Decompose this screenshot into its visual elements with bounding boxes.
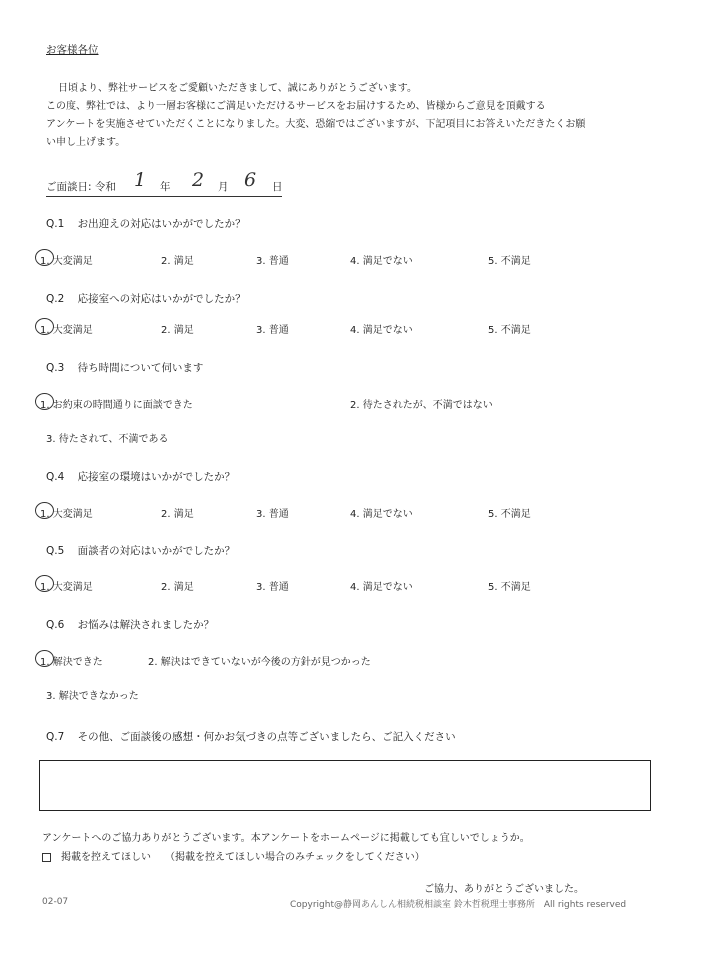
q5-question	[46, 543, 235, 558]
q6-option-3[interactable]: 3. 解決できなかった	[46, 691, 139, 702]
q4-option-5[interactable]: 5. 不満足	[488, 509, 531, 520]
q2-text: 応接室への対応はいかがでしたか？	[77, 293, 246, 305]
comment-textbox[interactable]	[39, 760, 651, 811]
thanks-message: ご協力、ありがとうございました。	[424, 884, 584, 895]
year-handwritten: 1	[134, 169, 147, 191]
q4-number: Q.4	[46, 471, 65, 483]
q4-text: 応接室の環境はいかがでしたか？	[77, 471, 236, 483]
q5-number: Q.5	[46, 545, 65, 557]
q7-question	[46, 729, 456, 744]
q1-option-2[interactable]: 2. 満足	[161, 256, 194, 267]
q4-question	[46, 469, 235, 484]
q2-number: Q.2	[46, 293, 65, 305]
q2-option-3[interactable]: 3. 普通	[256, 325, 289, 336]
selection-circle	[35, 650, 54, 667]
q2-option-1[interactable]: 1. 大変満足	[40, 321, 93, 336]
selection-circle	[35, 249, 54, 266]
q5-option-5[interactable]: 5. 不満足	[488, 582, 531, 593]
q1-option-4[interactable]: 4. 満足でない	[350, 256, 413, 267]
selection-circle	[35, 575, 54, 592]
q2-option-4[interactable]: 4. 満足でない	[350, 325, 413, 336]
q7-number: Q.7	[46, 731, 65, 743]
q3-text: 待ち時間について伺います	[77, 362, 204, 374]
intro-paragraph	[46, 80, 585, 152]
form-code: 02-07	[42, 897, 69, 907]
selection-circle	[35, 393, 54, 410]
publish-optout-label: 掲載を控えてほしい	[61, 852, 151, 863]
q1-question	[46, 216, 246, 231]
copyright-notice: Copyright@静岡あんしん相続税相談室 鈴木哲税理士事務所 All rights reserved	[290, 900, 627, 910]
q1-option-5[interactable]: 5. 不満足	[488, 256, 531, 267]
q5-text: 面談者の対応はいかがでしたか？	[77, 545, 236, 557]
greeting-heading: お客様各位	[46, 44, 99, 56]
year-unit: 年	[160, 181, 171, 193]
q2-option-2[interactable]: 2. 満足	[161, 325, 194, 336]
month-handwritten: 2	[192, 169, 205, 191]
q3-option-1[interactable]: 1. お約束の時間通りに面談できた	[40, 396, 193, 411]
day-unit: 日	[272, 181, 283, 193]
q3-number: Q.3	[46, 362, 65, 374]
intro-line: い申し上げます。	[46, 137, 126, 148]
publish-optout-note: （掲載を控えてほしい場合のみチェックをしてください）	[165, 852, 425, 863]
selection-circle	[35, 318, 54, 335]
q1-text: お出迎えの対応はいかがでしたか？	[77, 218, 246, 230]
q4-option-2[interactable]: 2. 満足	[161, 509, 194, 520]
q4-option-1[interactable]: 1. 大変満足	[40, 505, 93, 520]
q6-option-1[interactable]: 1. 解決できた	[40, 653, 103, 668]
q1-option-1[interactable]: 1. 大変満足	[40, 252, 93, 267]
q6-number: Q.6	[46, 619, 65, 631]
intro-line: 日頃より、弊社サービスをご愛顧いただきまして、誠にありがとうございます。	[58, 83, 417, 94]
q3-option-3[interactable]: 3. 待たされて、不満である	[46, 434, 169, 445]
month-unit: 月	[218, 181, 229, 193]
q6-option-2[interactable]: 2. 解決はできていないが今後の方針が見つかった	[148, 657, 371, 668]
q7-text: その他、ご面談後の感想・何かお気づきの点等ございましたら、ご記入ください	[77, 731, 456, 743]
interview-date-label: ご面談日: 令和	[46, 181, 116, 193]
intro-line: アンケートを実施させていただくことになりました。大変、恐縮ではございますが、下記項目にお答えいただきたくお願	[46, 119, 586, 130]
q5-option-3[interactable]: 3. 普通	[256, 582, 289, 593]
q6-text: お悩みは解決されましたか？	[77, 619, 215, 631]
q6-question	[46, 617, 214, 632]
q2-option-5[interactable]: 5. 不満足	[488, 325, 531, 336]
q1-number: Q.1	[46, 218, 65, 230]
intro-line: この度、弊社では、より一層お客様にご満足いただけるサービスをお届けするため、皆様からご意見を頂戴する	[46, 101, 546, 112]
publish-optout-row	[42, 848, 425, 863]
publish-permission-question: アンケートへのご協力ありがとうございます。本アンケートをホームページに掲載しても宜しいでしょうか。	[42, 833, 530, 844]
q2-question	[46, 291, 246, 306]
q4-option-4[interactable]: 4. 満足でない	[350, 509, 413, 520]
q5-option-1[interactable]: 1. 大変満足	[40, 578, 93, 593]
interview-date-field[interactable]	[46, 169, 283, 197]
q1-option-3[interactable]: 3. 普通	[256, 256, 289, 267]
q3-option-2[interactable]: 2. 待たされたが、不満ではない	[350, 400, 493, 411]
q5-option-4[interactable]: 4. 満足でない	[350, 582, 413, 593]
q5-option-2[interactable]: 2. 満足	[161, 582, 194, 593]
publish-optout-checkbox[interactable]	[42, 853, 51, 862]
q4-option-3[interactable]: 3. 普通	[256, 509, 289, 520]
selection-circle	[35, 502, 54, 519]
q3-question	[46, 360, 203, 375]
day-handwritten: 6	[244, 169, 257, 191]
